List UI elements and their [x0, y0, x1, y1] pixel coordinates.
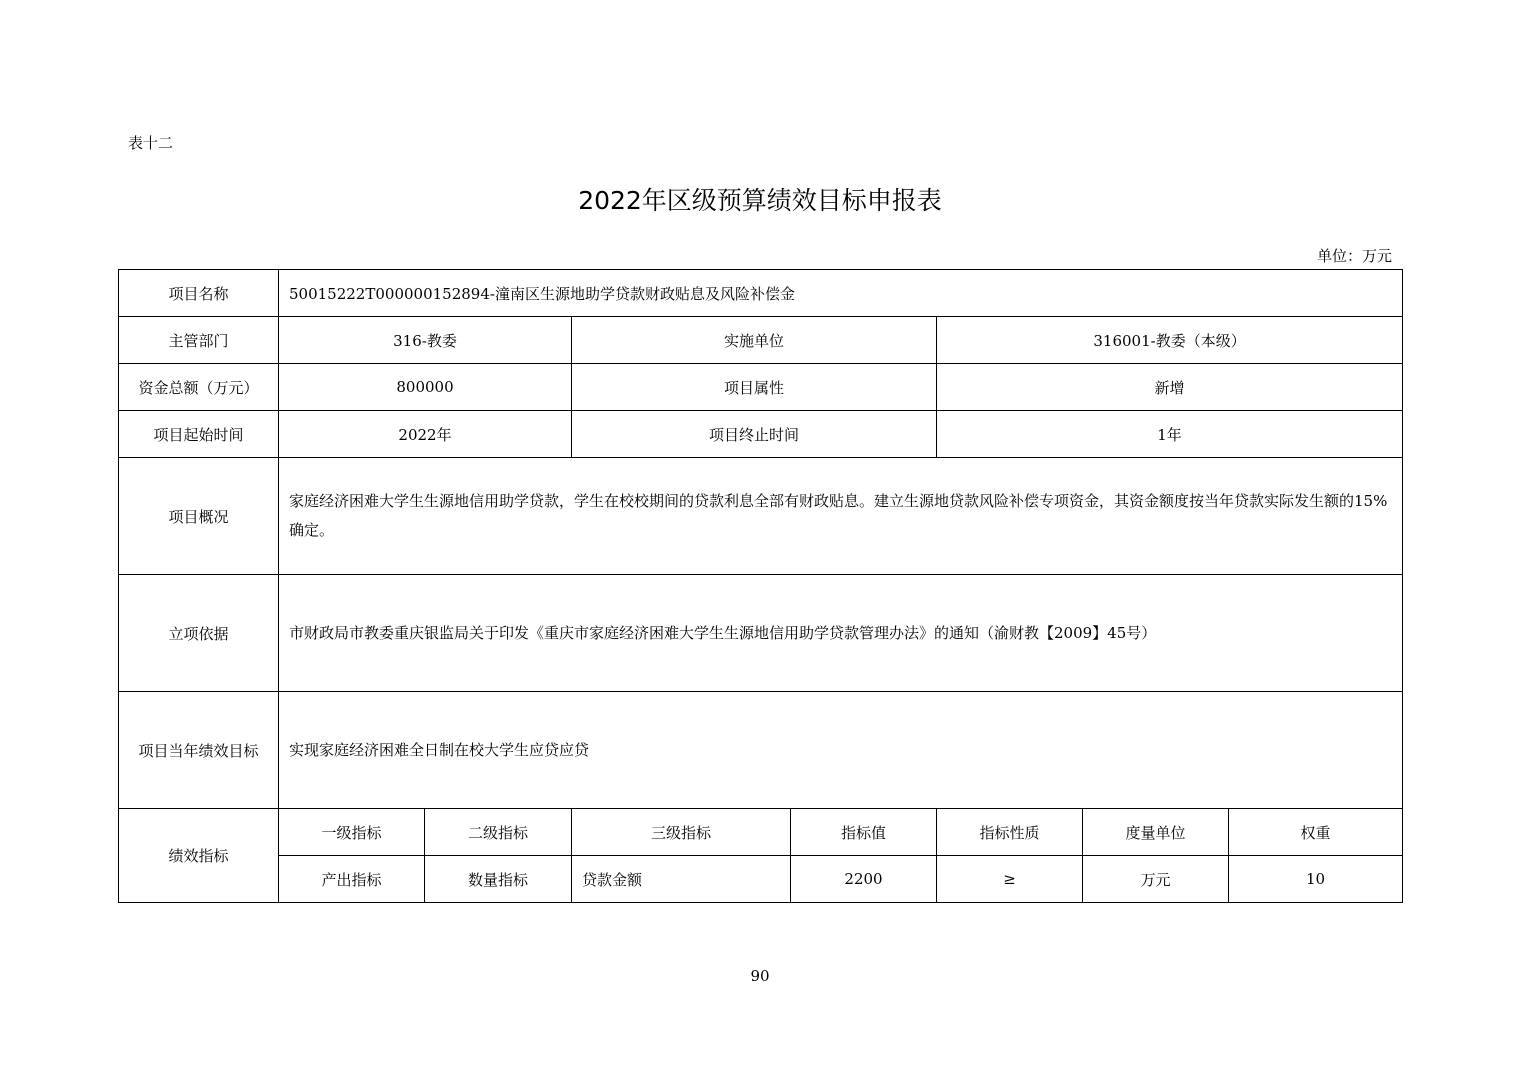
table-cell: 产出指标: [279, 856, 425, 903]
timing-row: [119, 411, 1403, 458]
project-name-row: [119, 270, 1403, 317]
overview-text: 家庭经济困难大学生生源地信用助学贷款，学生在校校期间的贷款利息全部有财政贴息。建立生源地贷款风险补偿专项资金，其资金额度按当年贷款实际发生额的15%确定。: [279, 458, 1403, 575]
basis-row: [119, 575, 1403, 692]
page-title: 2022年区级预算绩效目标申报表: [578, 186, 942, 215]
goal-text: 实现家庭经济困难全日制在校大学生应贷应贷: [279, 692, 1403, 809]
project-attribute-value: 新增: [937, 364, 1403, 411]
column-header: 一级指标: [279, 809, 425, 856]
table-row: [119, 856, 1403, 903]
overview-label: 项目概况: [119, 458, 279, 575]
end-time-label: 项目终止时间: [572, 411, 937, 458]
column-header: 二级指标: [425, 809, 572, 856]
funding-total-value: 800000: [279, 364, 572, 411]
overview-row: [119, 458, 1403, 575]
implementing-unit-value: 316001-教委（本级）: [937, 317, 1403, 364]
basis-label: 立项依据: [119, 575, 279, 692]
table-cell: 万元: [1083, 856, 1229, 903]
table-cell: 2200: [791, 856, 937, 903]
column-header: 指标值: [791, 809, 937, 856]
goal-label: 项目当年绩效目标: [119, 692, 279, 809]
page-number: 90: [750, 967, 770, 985]
column-header: 权重: [1229, 809, 1403, 856]
department-label: 主管部门: [119, 317, 279, 364]
performance-target-table: [118, 269, 1403, 903]
table-cell: ≥: [937, 856, 1083, 903]
goal-row: [119, 692, 1403, 809]
project-name-value: 50015222T000000152894-潼南区生源地助学贷款财政贴息及风险补偿金: [279, 270, 1403, 317]
funding-row: [119, 364, 1403, 411]
basis-text: 市财政局市教委重庆银监局关于印发《重庆市家庭经济困难大学生生源地信用助学贷款管理办法》的通知（渝财教【2009】45号）: [279, 575, 1403, 692]
table-cell: 数量指标: [425, 856, 572, 903]
column-header: 度量单位: [1083, 809, 1229, 856]
table-cell: 10: [1229, 856, 1403, 903]
funding-total-label: 资金总额（万元）: [119, 364, 279, 411]
end-time-value: 1年: [937, 411, 1403, 458]
table-cell: 贷款金额: [572, 856, 791, 903]
implementing-unit-label: 实施单位: [572, 317, 937, 364]
column-header: 三级指标: [572, 809, 791, 856]
start-time-label: 项目起始时间: [119, 411, 279, 458]
indicator-header-row: [119, 809, 1403, 856]
project-name-label: 项目名称: [119, 270, 279, 317]
unit-label: 单位：万元: [1316, 247, 1392, 265]
department-row: [119, 317, 1403, 364]
project-attribute-label: 项目属性: [572, 364, 937, 411]
column-header: 指标性质: [937, 809, 1083, 856]
indicators-label: 绩效指标: [119, 809, 279, 903]
start-time-value: 2022年: [279, 411, 572, 458]
table-label: 表十二: [128, 134, 174, 152]
department-value: 316-教委: [279, 317, 572, 364]
